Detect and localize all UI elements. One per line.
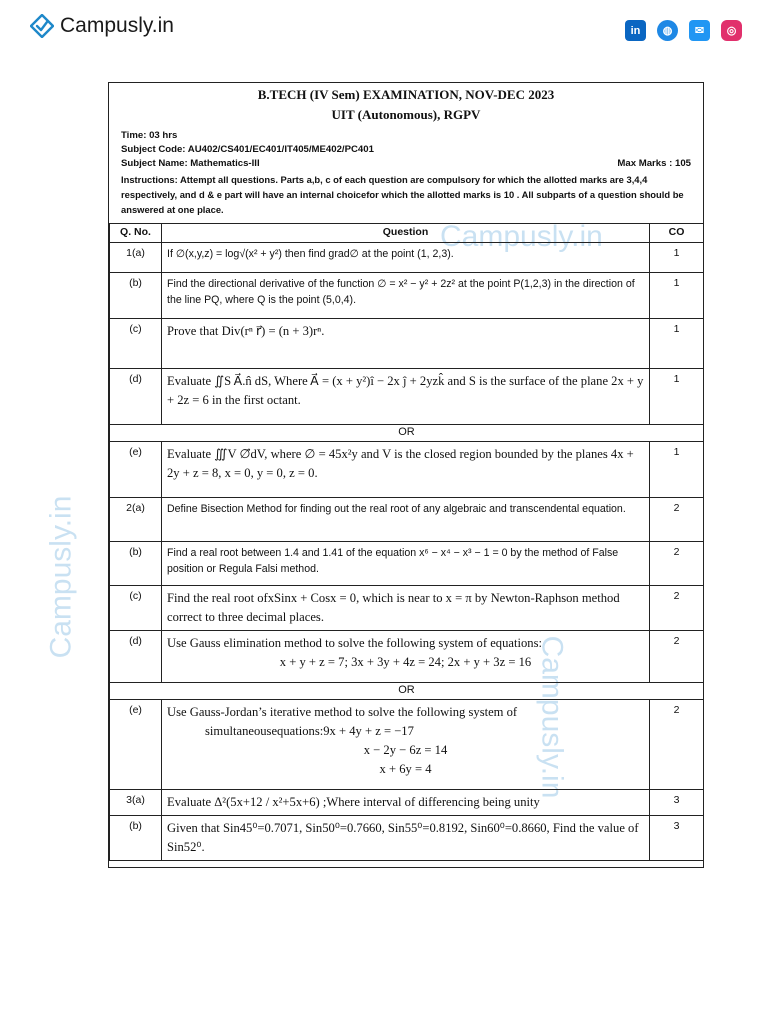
qno-cell: 3(a) [110, 790, 162, 816]
qno-cell: 2(a) [110, 498, 162, 542]
table-header [110, 224, 704, 243]
table-row [110, 816, 704, 861]
co-cell: 1 [650, 369, 704, 425]
qno-cell: (b) [110, 273, 162, 319]
table-row [110, 498, 704, 542]
max-marks: Max Marks : 105 [617, 158, 691, 169]
question-cell: If ∅(x,y,z) = log√(x² + y²) then find grad∅ at the point (1, 2,3). [162, 243, 650, 273]
qno-cell: (d) [110, 631, 162, 683]
table-row [110, 631, 704, 683]
header-question: Question [162, 224, 650, 243]
equation-line: x + 6y = 4 [379, 762, 432, 776]
qno-cell: (d) [110, 369, 162, 425]
question-text: Use Gauss-Jordan’s iterative method to solve the following system of [167, 705, 518, 719]
question-cell: Evaluate Δ²(5x+12 / x²+5x+6) ;Where interval of differencing being unity [162, 790, 650, 816]
subject-code: Subject Code: AU402/CS401/EC401/IT405/ME402/PC401 [121, 144, 374, 155]
co-cell: 3 [650, 790, 704, 816]
question-cell: Given that Sin45⁰=0.7071, Sin50⁰=0.7660, Sin55⁰=0.8192, Sin60⁰=0.8660, Find the value of Sin52⁰. [162, 816, 650, 861]
globe-icon[interactable]: ◍ [657, 20, 678, 41]
question-cell: Evaluate ∬S A⃗.n̂ dS, Where A⃗ = (x + y²)î − 2x ĵ + 2yzk̂ and S is the surface of the plane 2x + y + 2z = 6 in the first octant. [162, 369, 650, 425]
campusly-logo-icon [30, 14, 54, 38]
table-row [110, 700, 704, 790]
instructions: Instructions: Attempt all questions. Parts a,b, c of each question are compulsory for which the allotted marks are 3,4,4 respectively, and d & e part will have an internal choicefor which the allotted marks is 10 . All subparts of a question should be answered at one place. [121, 174, 684, 215]
question-cell: Evaluate ∭V ∅⃗dV, where ∅ = 45x²y and V is the closed region bounded by the planes 4x + 2y + z = 8, x = 0, y = 0, z = 0. [162, 442, 650, 498]
co-cell: 1 [650, 442, 704, 498]
co-cell: 2 [650, 498, 704, 542]
table-row [110, 586, 704, 631]
equation-line: x − 2y − 6z = 14 [363, 743, 448, 757]
equation-line: simultaneousequations:9x + 4y + z = −17 [205, 724, 414, 738]
exam-paper [108, 82, 704, 868]
top-bar [0, 0, 768, 60]
question-cell: Find the real root ofxSinx + Cosx = 0, which is near to x = π by Newton-Raphson method correct to three decimal places. [162, 586, 650, 631]
watermark-vertical-left: Campusly.in [44, 495, 78, 659]
or-label: OR [110, 425, 704, 442]
header-qno: Q. No. [110, 224, 162, 243]
question-cell: Define Bisection Method for finding out the real root of any algebraic and transcendental equation. [162, 498, 650, 542]
watermark: Campusly.in [440, 220, 603, 253]
co-cell: 2 [650, 631, 704, 683]
question-table [109, 223, 704, 861]
co-cell: 2 [650, 700, 704, 790]
or-row [110, 425, 704, 442]
header-co: CO [650, 224, 704, 243]
mail-icon[interactable]: ✉ [689, 20, 710, 41]
co-cell: 1 [650, 273, 704, 319]
exam-institute: UIT (Autonomous), RGPV [331, 107, 481, 122]
question-cell: Find the directional derivative of the function ∅ = x² − y² + 2z² at the point P(1,2,3) in the direction of the line PQ, where Q is the point (5,0,4). [162, 273, 650, 319]
qno-cell: (b) [110, 542, 162, 586]
co-cell: 2 [650, 542, 704, 586]
question-text: Use Gauss elimination method to solve the following system of equations: [167, 636, 542, 650]
qno-cell: (c) [110, 319, 162, 369]
question-cell [162, 631, 650, 683]
social-links [625, 20, 742, 41]
question-cell: Prove that Div(rⁿ r⃗) = (n + 3)rⁿ. [162, 319, 650, 369]
qno-cell: (e) [110, 700, 162, 790]
exam-time: Time: 03 hrs [121, 130, 178, 141]
linkedin-icon[interactable]: in [625, 20, 646, 41]
table-row [110, 542, 704, 586]
subject-name: Subject Name: Mathematics-III [121, 158, 260, 169]
qno-cell: (b) [110, 816, 162, 861]
table-row [110, 319, 704, 369]
watermark-vertical-right: Campusly.in [535, 635, 569, 799]
question-cell [162, 700, 650, 790]
co-cell: 1 [650, 319, 704, 369]
brand-name: Campusly.in [60, 14, 174, 37]
instagram-icon[interactable]: ◎ [721, 20, 742, 41]
or-row [110, 683, 704, 700]
table-row [110, 442, 704, 498]
table-row [110, 243, 704, 273]
qno-cell: (c) [110, 586, 162, 631]
question-cell: Find a real root between 1.4 and 1.41 of the equation x⁶ − x⁴ − x³ − 1 = 0 by the method of False position or Regula Falsi method. [162, 542, 650, 586]
table-row [110, 273, 704, 319]
equation-line: x + y + z = 7; 3x + 3y + 4z = 24; 2x + y + 3z = 16 [279, 655, 532, 669]
or-label: OR [110, 683, 704, 700]
exam-meta [109, 129, 703, 171]
brand-logo[interactable] [30, 14, 174, 38]
table-row [110, 369, 704, 425]
qno-cell: 1(a) [110, 243, 162, 273]
co-cell: 1 [650, 243, 704, 273]
co-cell: 3 [650, 816, 704, 861]
exam-title: B.TECH (IV Sem) EXAMINATION, NOV-DEC 2023 [257, 87, 555, 102]
table-row [110, 790, 704, 816]
co-cell: 2 [650, 586, 704, 631]
qno-cell: (e) [110, 442, 162, 498]
